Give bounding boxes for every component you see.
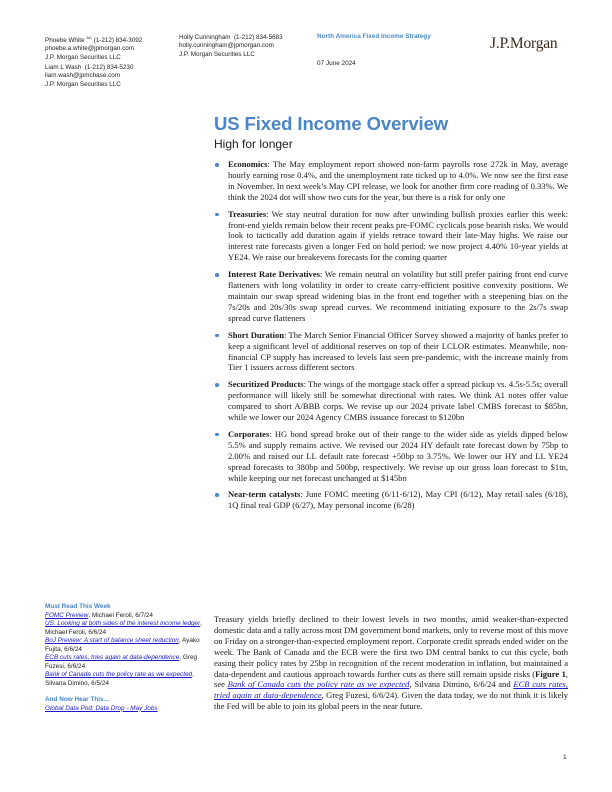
must-read-link[interactable]: ECB cuts rates, tries again at data-dependence	[45, 654, 180, 661]
bullet-label: Treasuries	[228, 208, 267, 219]
summary-bullets	[214, 159, 568, 517]
bullet-interest-rate-derivatives	[214, 269, 568, 324]
must-read-item	[45, 637, 205, 654]
body-text: , Greg Fuzesi, 6/6/24). Given the data today, we do not think it is likely the Fed will be able to join its global peers in the near future.	[214, 690, 569, 712]
bullet-label: Short Duration	[228, 329, 284, 340]
must-read-meta: , Ayako Fujita, 6/6/24	[45, 637, 200, 653]
author-credential: AC	[86, 35, 92, 40]
author-name: Holly Cunningham	[179, 34, 231, 41]
bullet-text: : The March Senior Financial Officer Survey showed a majority of banks prefer to keep a significant level of additional reserves on top of their LCLOR estimates. Meanwhile, non-financial CP supply has increased to levels last seen pre-pandemic, with the increase mainly from Tier 1 issuers across different sectors	[228, 329, 568, 373]
bullet-icon	[215, 163, 219, 167]
bullet-text: : The May employment report showed non-farm payrolls rose 272k in May, average hourly earning rose 0.4%, and the unemployment rate ticked up to 4.0%. We now see the first ease in November. In next week’s May CPI release, we look for another firm core reading of 0.33%. We think the 2024 dot will show two cuts for the year, but there is a risk for only one	[228, 159, 568, 202]
bullet-icon	[215, 433, 219, 437]
bullet-text: : June FOMC meeting (6/11-6/12), May CPI (6/12), May retail sales (6/18), 1Q final real GDP (6/27), May personal income (6/28)	[228, 489, 569, 511]
body-text: Treasury yields briefly declined to their lowest levels in two months, amid weaker-than-expected domestic data and a rally across most DM government bond markets, only to reverse most of this move on Friday on a stronger-than-expected employment report. Corporate credit spreads ended wider on the week. The Bank of Canada and the ECB were the first two DM central banks to cut this cycle, both easing their policy rates by 25bp in recognition of the recent moderation in inflation, but maintained a data-dependent and cautious approach towards further cuts as there still remain upside risks (	[214, 614, 568, 679]
hear-this-item	[45, 705, 205, 714]
bullet-text: : HG bond spread broke out of their range to the wider side as yields dipped below 5.5% and supply remains active. We revised our 2024 HY default rate forecast down by 75bp to 2.00% and raised our LL default rate forecast +50bp to 3.75%. We lower our HY and LL YE24 spread forecasts to 380bp and 500bp, respectively. We revise up our gross loan forecast to $1tn, while keeping our net forecast unchanged at $145bn	[228, 428, 568, 483]
bullet-corporates	[214, 429, 568, 484]
sidebar-reading-list	[45, 603, 205, 713]
bullet-short-duration	[214, 330, 568, 374]
must-read-link[interactable]: FOMC Preview	[45, 611, 89, 619]
page-title: US Fixed Income Overview	[214, 113, 449, 134]
bullet-economics	[214, 159, 568, 203]
author-2	[45, 64, 205, 72]
author-email[interactable]: liam.wash@jpmchase.com	[45, 72, 120, 80]
podcast-link[interactable]: Global Data Pod: Data Drop - May Jobs	[45, 704, 158, 712]
bullet-label: Economics	[228, 159, 268, 169]
author-3	[179, 34, 319, 42]
strategy-label: North America Fixed Income Strategy	[317, 33, 431, 40]
bullet-text: : The wings of the mortgage stack offer a spread pickup vs. 4.5s-5.5s; overall performance will likely still be somewhat directional with rates. We think A1 notes offer value compared to short A/BBB corps. We revise up our 2024 private label CMBS forecast to $85bn, while we lower our 2024 Agency CMBS issuance forecast to $120bn	[228, 379, 568, 423]
must-read-link[interactable]: Bank of Canada cuts the policy rate as we expected	[45, 671, 193, 678]
must-read-link[interactable]: US: Looking at both sides of the interest income ledger	[45, 620, 201, 627]
body-paragraph	[214, 614, 568, 712]
bullet-icon	[215, 213, 219, 217]
must-read-meta: , Michael Feroli, 6/7/24	[88, 611, 153, 619]
author-phone: (1-212) 834-5230	[84, 63, 134, 71]
bullet-text: : We remain neutral on volatility but still prefer pairing front end curve flatteners with long volatility in order to create carry-efficient positive convexity positions. We maintain our swap spread widening bias in the front end together with a steepening bias on the 7s/20s and 20s/30s swap spread curves. We recommend initiating exposure to the 2s/7s swap spread curve flatteners	[228, 269, 568, 323]
author-phone: (1-212) 834-5683	[233, 34, 283, 41]
bullet-near-term-catalysts	[214, 489, 568, 511]
author-firm: J.P. Morgan Securities LLC	[179, 50, 255, 58]
bullet-securitized-products	[214, 379, 568, 423]
bullet-label: Interest Rate Derivatives	[228, 269, 320, 280]
must-read-item	[45, 612, 205, 621]
must-read-item	[45, 654, 205, 671]
author-name: Phoebe White	[45, 37, 85, 45]
report-date: 07 June 2024	[317, 60, 356, 67]
ecb-link[interactable]: ECB cuts rates, tried again at data-dependence	[214, 679, 568, 701]
author-firm: J.P. Morgan Securities LLC	[45, 53, 121, 61]
body-text: , see	[214, 668, 568, 690]
author-block-middle	[179, 34, 319, 59]
author-email[interactable]: holly.cunningham@jpmorgan.com	[179, 42, 274, 50]
must-read-heading: Must Read This Week	[45, 603, 111, 610]
bullet-icon	[215, 493, 219, 497]
must-read-item	[45, 620, 205, 637]
must-read-link[interactable]: BoJ Preview: A start of balance sheet reduction	[45, 637, 179, 644]
page-subtitle: High for longer	[214, 137, 293, 151]
bank-of-canada-link[interactable]: Bank of Canada cuts the policy rate as we expected	[227, 679, 410, 690]
figure-reference: Figure 1	[535, 668, 566, 679]
hear-this-heading: And Now Hear This…	[45, 696, 110, 703]
author-firm: J.P. Morgan Securities LLC	[45, 80, 121, 88]
bullet-label: Securitized Products	[228, 379, 304, 390]
must-read-meta: , Silvana Dimino, 6/5/24	[45, 671, 194, 687]
author-email[interactable]: phoebe.a.white@jpmorgan.com	[45, 45, 135, 53]
must-read-meta: , Michael Feroli, 6/6/24	[45, 620, 203, 636]
body-text: , Silvana Dimino, 6/6/24 and	[409, 679, 514, 690]
bullet-label: Near-term catalysts	[228, 489, 301, 500]
bullet-treasuries	[214, 209, 568, 264]
jpmorgan-logo: J.P.Morgan	[490, 35, 558, 52]
bullet-icon	[215, 273, 219, 277]
author-phone: (1-212) 834-3092	[93, 37, 143, 45]
bullet-label: Corporates	[228, 428, 270, 439]
must-read-item	[45, 671, 205, 688]
bullet-icon	[215, 383, 219, 387]
bullet-icon	[215, 334, 219, 338]
must-read-meta: , Greg Fuzesi, 6/6/24	[45, 654, 198, 670]
author-name: Liam L Wash	[45, 63, 82, 71]
bullet-text: : We stay neutral duration for now after unwinding bullish proxies earlier this week: front-end yields remain below their recent peaks pre-FOMC cyclicals pose bearish risks. We would look to tactically add duration again if yields retrace toward their late-May highs. We raise our interest rate forecasts given a longer Fed on hold period: we now project 4.40% 10-year yields at YE24. We raise our breakevens forecasts for the coming quarter	[228, 208, 568, 263]
page-number: 1	[563, 754, 567, 761]
